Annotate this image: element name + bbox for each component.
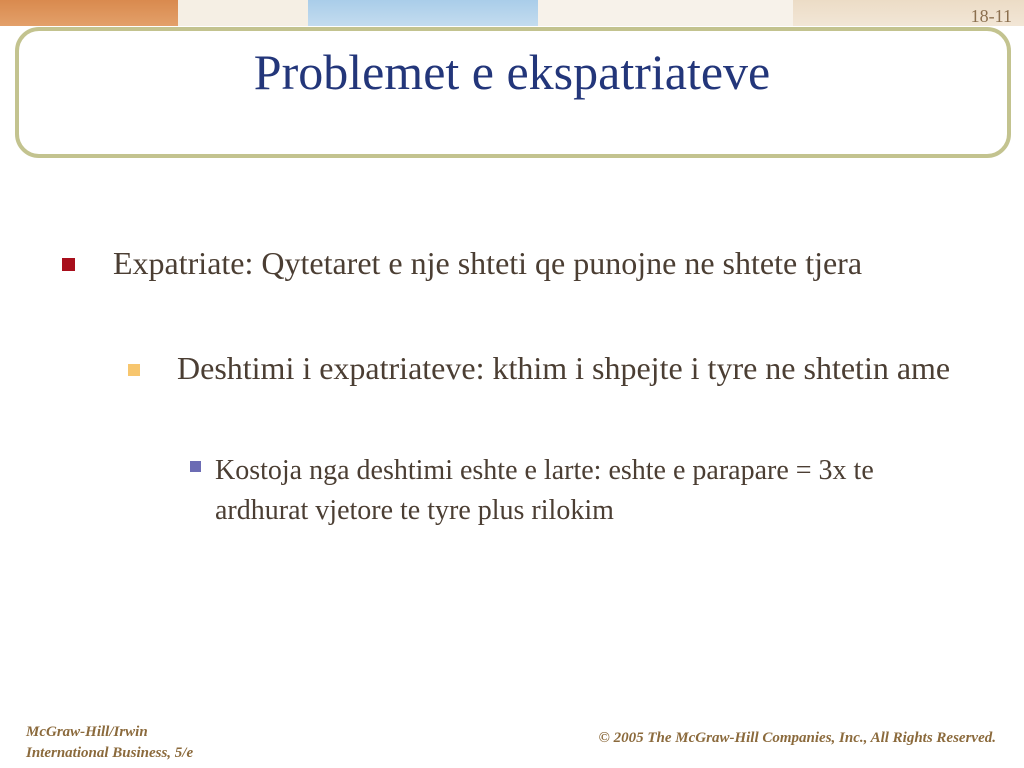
top-bar-light-segment-2 xyxy=(538,0,793,26)
square-bullet-icon xyxy=(62,258,75,271)
bullet-level-3 xyxy=(190,451,970,531)
slide-title: Problemet e ekspatriateve xyxy=(253,44,771,100)
footer-publisher-line-1: McGraw-Hill/Irwin xyxy=(26,724,148,740)
top-bar-light-segment xyxy=(178,0,308,26)
bullet-text: Deshtimi i expatriateve: kthim i shpejte i tyre ne shtetin ame xyxy=(177,350,951,386)
bullet-text: Kostoja nga deshtimi eshte e larte: eshte e parapare = 3x te ardhurat vjetore te tyre plus rilokim xyxy=(215,455,874,526)
footer-publisher-line-2: International Business, 5/e xyxy=(26,745,194,761)
square-bullet-icon xyxy=(190,461,201,472)
bullet-level-1 xyxy=(62,241,922,285)
slide-number: 18-11 xyxy=(970,6,1012,26)
bullet-level-2 xyxy=(128,346,968,390)
bullet-text: Expatriate: Qytetaret e nje shteti qe punojne ne shtete tjera xyxy=(113,245,863,281)
top-decorative-bar xyxy=(0,0,1024,26)
top-bar-orange-segment xyxy=(0,0,178,26)
footer-copyright: © 2005 The McGraw-Hill Companies, Inc., All Rights Reserved. xyxy=(598,730,996,746)
footer-publisher xyxy=(26,722,193,764)
top-bar-blue-segment xyxy=(308,0,538,26)
square-bullet-icon xyxy=(128,364,140,376)
